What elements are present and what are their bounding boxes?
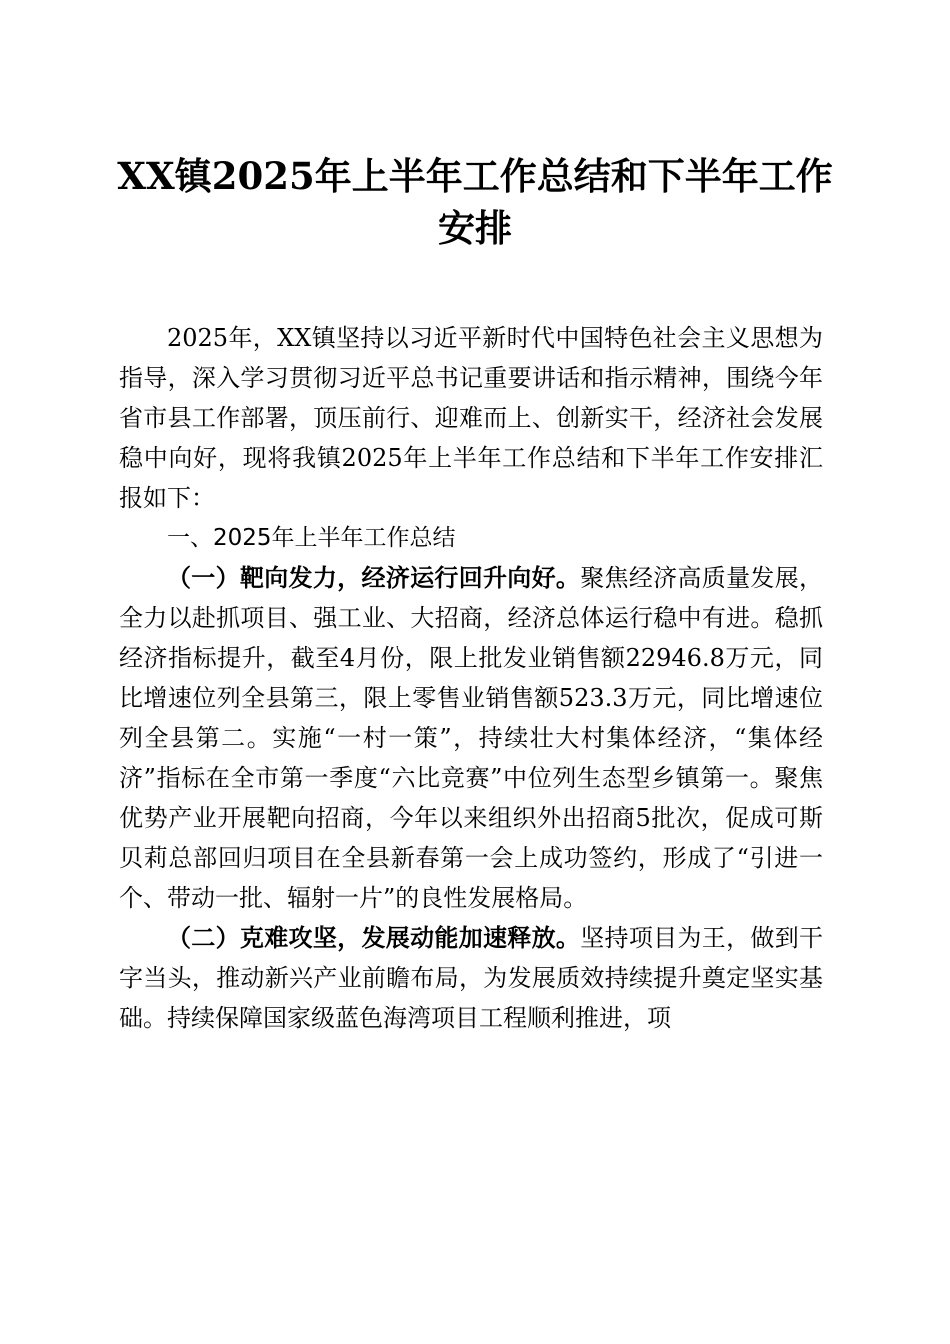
item2-paragraph <box>119 918 823 1038</box>
item1-paragraph <box>119 558 823 918</box>
document-body <box>119 318 823 1038</box>
document-title: XX镇2025年上半年工作总结和下半年工作安排 <box>117 154 833 250</box>
section-heading: 一、2025年上半年工作总结 <box>167 525 456 551</box>
item1-body: 聚焦经济高质量发展，全力以赴抓项目、强工业、大招商，经济总体运行稳中有进。稳抓经济指标提升，截至4月份，限上批发业销售额22946.8万元，同比增速位列全县第三，限上零售业销售额523.3万元，同比增速位列全县第二。实施“一村一策”，持续壮大村集体经济，“集体经济”指标在全市第一季度“六比竞赛”中位列生态型乡镇第一。聚焦优势产业开展靶向招商，今年以来组织外出招商5批次，促成可斯贝莉总部回归项目在全县新春第一会上成功签约，形成了“引进一个、带动一批、辐射一片”的良性发展格局。 <box>119 564 824 912</box>
intro-paragraph: 2025年，XX镇坚持以习近平新时代中国特色社会主义思想为指导，深入学习贯彻习近平总书记重要讲话和指示精神，围绕今年省市县工作部署，顶压前行、迎难而上、创新实干，经济社会发展稳中向好，现将我镇2025年上半年工作总结和下半年工作安排汇报如下： <box>119 324 823 512</box>
item1-lead: （一）靶向发力，经济运行回升向好。 <box>167 563 581 592</box>
item2-body: 坚持项目为王，做到干字当头，推动新兴产业前瞻布局，为发展质效持续提升奠定坚实基础。持续保障国家级蓝色海湾项目工程顺利推进，项 <box>119 924 824 1032</box>
item2-lead: （二）克难攻坚，发展动能加速释放。 <box>167 923 581 952</box>
